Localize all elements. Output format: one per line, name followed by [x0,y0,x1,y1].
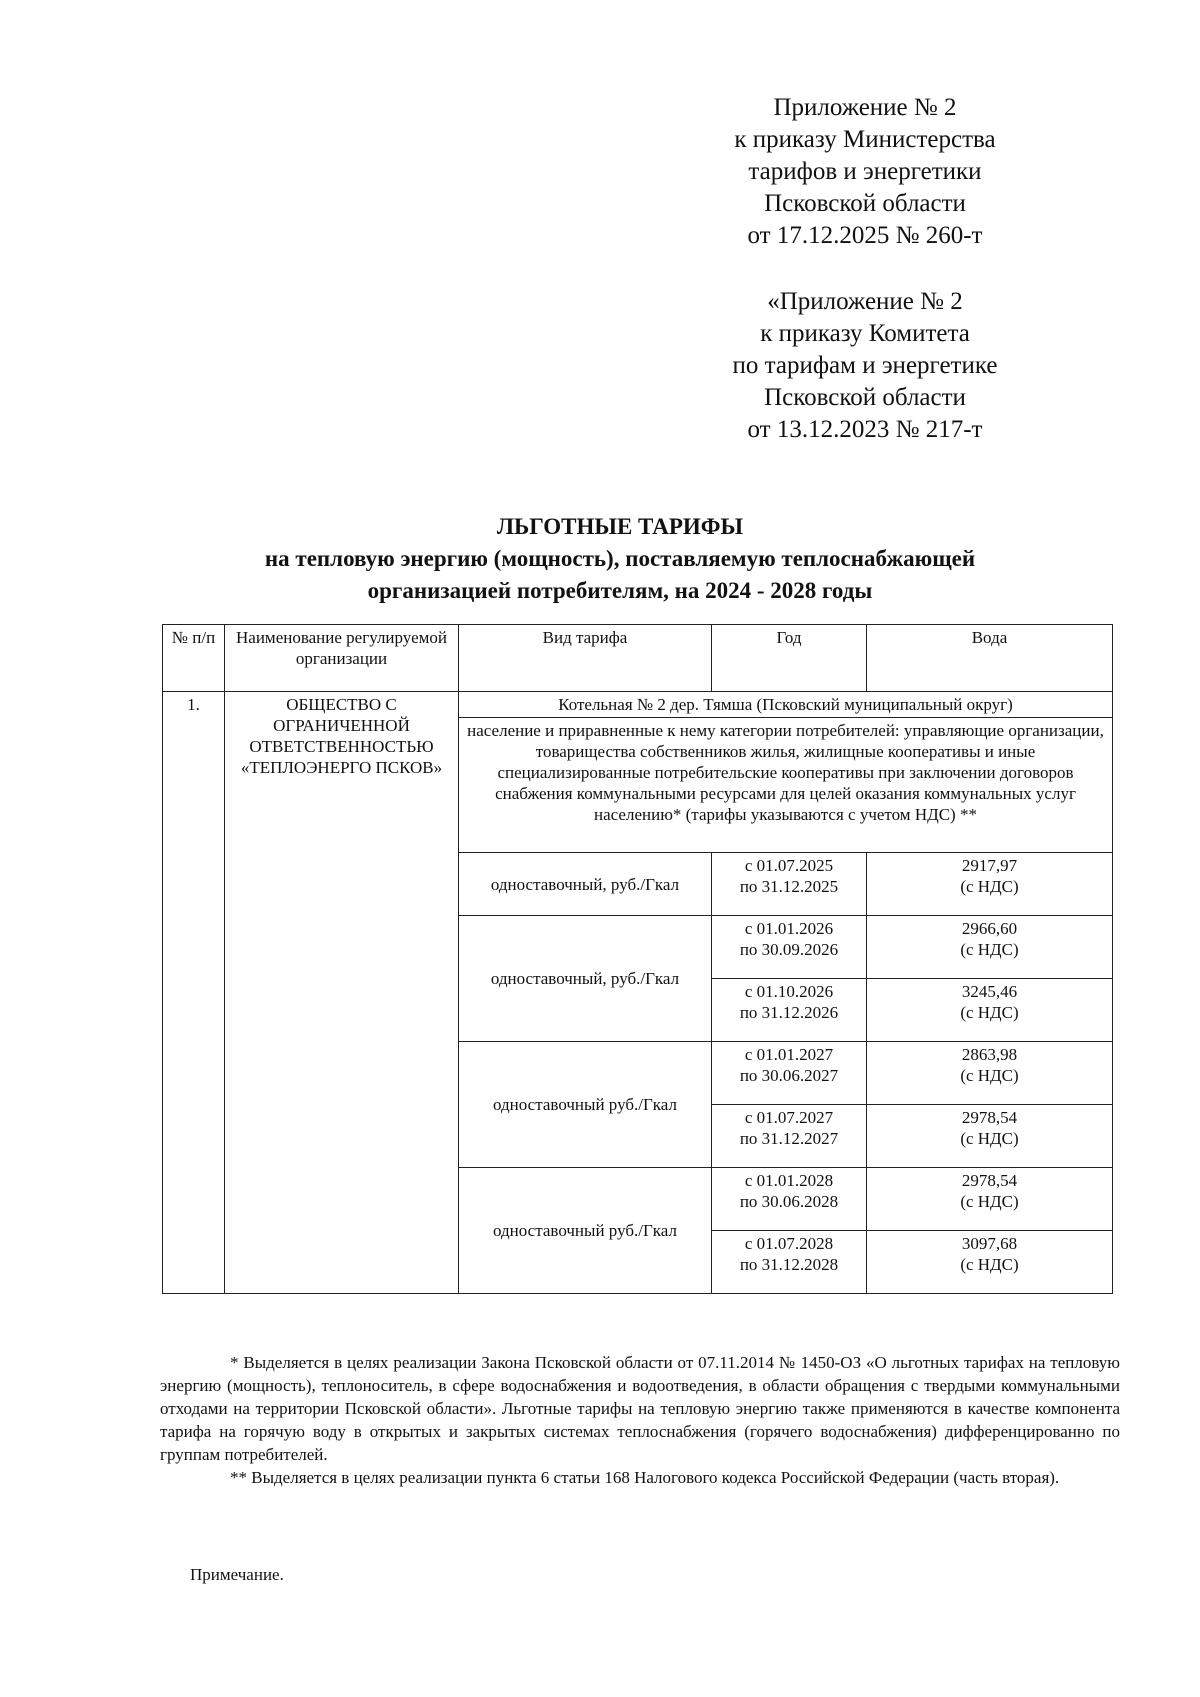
appendix-previous-order [700,286,1030,446]
period-from: с 01.01.2027 [744,1045,834,1064]
value-amount: 2863,98 [961,1045,1018,1064]
header-kind: Вид тарифа [459,625,712,692]
organization-name: ОБЩЕСТВО С ОГРАНИЧЕННОЙ ОТВЕТСТВЕННОСТЬЮ «ТЕПЛОЭНЕРГО ПСКОВ» [225,692,459,1294]
value-amount: 2917,97 [961,856,1018,875]
tariff-value [867,853,1113,916]
title-line: организацией потребителям, на 2024 - 2028 годы [367,578,873,603]
tariff-value [867,1168,1113,1231]
appendix-line: Псковской области [764,190,966,217]
period-to: по 31.12.2025 [739,877,839,896]
document-title [120,511,1120,607]
table-header-row [163,625,1113,692]
appendix-line: от 13.12.2023 № 217-т [747,416,983,443]
value-vat: (с НДС) [960,1003,1019,1022]
value-amount: 2966,60 [961,919,1018,938]
header-year: Год [712,625,867,692]
tariff-period [712,979,867,1042]
value-vat: (с НДС) [960,940,1019,959]
period-from: с 01.07.2027 [744,1108,834,1127]
tariff-value [867,1042,1113,1105]
appendix-current-order [700,92,1030,252]
period-from: с 01.07.2028 [744,1234,834,1253]
value-vat: (с НДС) [960,1255,1019,1274]
tariff-kind: одноставочный руб./Гкал [459,1042,712,1168]
period-from: с 01.01.2028 [744,1171,834,1190]
tariff-period [712,1168,867,1231]
tariff-kind: одноставочный, руб./Гкал [459,853,712,916]
tariff-kind: одноставочный руб./Гкал [459,1168,712,1294]
header-num: № п/п [163,625,225,692]
value-vat: (с НДС) [960,1129,1019,1148]
appendix-line: Приложение № 2 [773,94,957,121]
value-amount: 3097,68 [961,1234,1018,1253]
appendix-line: по тарифам и энергетике [732,352,998,379]
period-to: по 31.12.2027 [739,1129,839,1148]
value-vat: (с НДС) [960,1192,1019,1211]
period-to: по 31.12.2028 [739,1255,839,1274]
tariff-value [867,979,1113,1042]
tariff-period [712,853,867,916]
footnote-law: * Выделяется в целях реализации Закона Псковской области от 07.11.2014 № 1450-ОЗ «О льготных тарифах на тепловую энергию (мощность), теплоноситель, в сфере водоснабжения и водоотведения, в области обращения с твердыми коммунальными отходами на территории Псковской области». Льготные тарифы на тепловую энергию также применяются в качестве компонента тарифа на горячую воду в открытых и закрытых системах теплоснабжения (горячего водоснабжения) дифференцированно по группам потребителей. [160,1353,1120,1464]
title-line: на тепловую энергию (мощность), поставляемую теплоснабжающей [264,546,976,571]
value-amount: 2978,54 [961,1108,1018,1127]
period-to: по 30.09.2026 [739,940,839,959]
consumer-category: население и приравненные к нему категории потребителей: управляющие организации, товарищества собственников жилья, жилищные кооперативы и иные специализированные потребительские кооперативы при заключении договоров снабжения коммунальными ресурсами для целей оказания коммунальных услуг населению* (тарифы указываются с учетом НДС) ** [459,718,1113,853]
appendix-line: Псковской области [764,384,966,411]
table-row [163,692,1113,718]
title-line: ЛЬГОТНЫЕ ТАРИФЫ [496,514,744,539]
tariff-period [712,916,867,979]
footnote-tax: ** Выделяется в целях реализации пункта 6 статьи 168 Налогового кодекса Российской Федерации (часть вторая). [230,1468,1060,1487]
tariff-period [712,1231,867,1294]
tariff-value [867,1105,1113,1168]
tariffs-table [162,624,1113,1294]
value-amount: 2978,54 [961,1171,1018,1190]
note-heading: Примечание. [190,1565,284,1584]
header-value: Вода [867,625,1113,692]
period-to: по 30.06.2027 [739,1066,839,1085]
footnotes [160,1351,1120,1489]
appendix-line: «Приложение № 2 [767,288,963,315]
appendix-line: к приказу Комитета [760,320,970,347]
value-vat: (с НДС) [960,877,1019,896]
tariff-period [712,1042,867,1105]
tariff-kind: одноставочный, руб./Гкал [459,916,712,1042]
period-from: с 01.07.2025 [744,856,834,875]
period-from: с 01.01.2026 [744,919,834,938]
period-from: с 01.10.2026 [744,982,834,1001]
period-to: по 31.12.2026 [739,1003,839,1022]
appendix-line: тарифов и энергетики [748,158,982,185]
value-vat: (с НДС) [960,1066,1019,1085]
tariff-period [712,1105,867,1168]
value-amount: 3245,46 [961,982,1018,1001]
tariff-value [867,1231,1113,1294]
period-to: по 30.06.2028 [739,1192,839,1211]
row-number: 1. [163,692,225,1294]
appendix-line: к приказу Министерства [734,126,996,153]
plant-name: Котельная № 2 дер. Тямша (Псковский муниципальный округ) [459,692,1113,718]
header-org: Наименование регулируемой организации [225,625,459,692]
tariff-value [867,916,1113,979]
appendix-line: от 17.12.2025 № 260-т [747,222,983,249]
